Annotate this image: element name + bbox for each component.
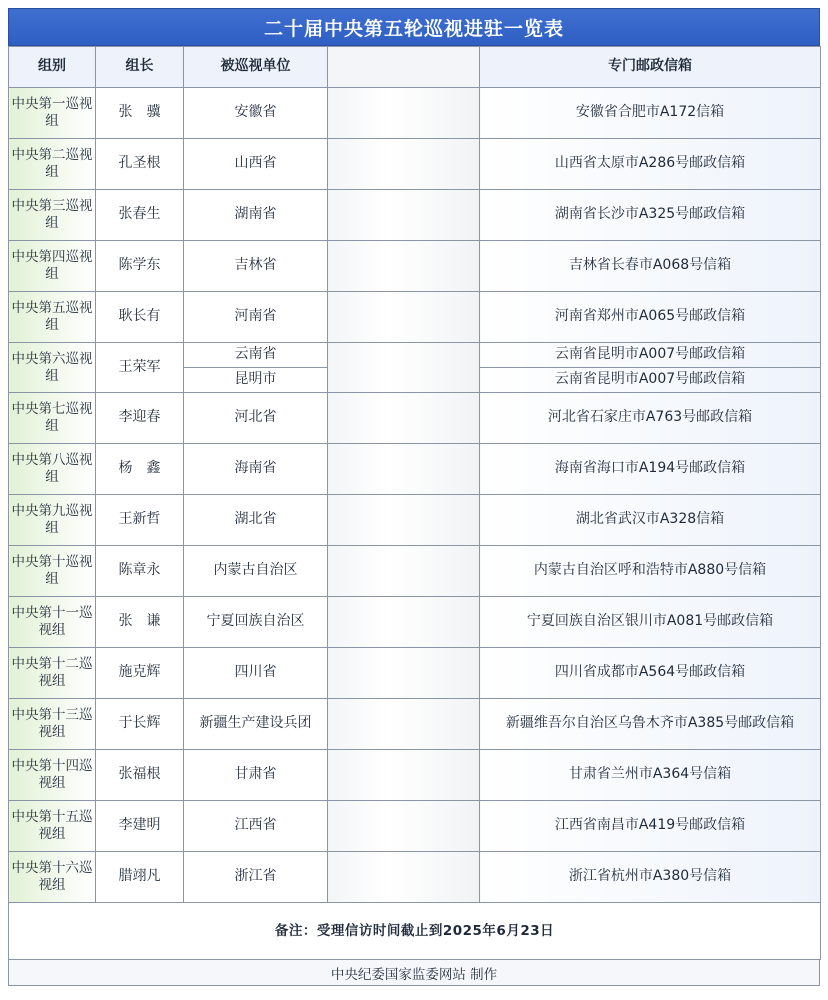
mailbox-cell: 云南省昆明市A007号邮政信箱 [480,343,821,368]
blurred-cell [328,88,480,139]
unit-cell: 宁夏回族自治区 [184,597,328,648]
table-row [9,139,821,190]
leader-cell: 腊翊凡 [96,852,184,903]
blurred-cell [328,292,480,343]
mailbox-cell: 海南省海口市A194号邮政信箱 [480,444,821,495]
header-group: 组别 [9,47,96,88]
table-row [9,292,821,343]
blurred-cell [328,750,480,801]
group-cell: 中央第十三巡视组 [9,699,96,750]
unit-cell: 内蒙古自治区 [184,546,328,597]
group-cell: 中央第十一巡视组 [9,597,96,648]
table-row [9,393,821,444]
group-cell: 中央第六巡视组 [9,343,96,393]
mailbox-cell: 湖南省长沙市A325号邮政信箱 [480,190,821,241]
blurred-cell [328,699,480,750]
table-row [9,88,821,139]
header-blurred [328,47,480,88]
leader-cell: 李迎春 [96,393,184,444]
blurred-cell [328,801,480,852]
group-cell: 中央第十六巡视组 [9,852,96,903]
group-cell: 中央第七巡视组 [9,393,96,444]
mailbox-cell: 内蒙古自治区呼和浩特市A880号信箱 [480,546,821,597]
unit-cell: 海南省 [184,444,328,495]
footer-credit: 中央纪委国家监委网站 制作 [8,960,820,986]
table-row [9,648,821,699]
table-row [9,852,821,903]
leader-cell: 张 骥 [96,88,184,139]
table-row [9,444,821,495]
leader-cell: 王荣军 [96,343,184,393]
table-row [9,750,821,801]
blurred-cell [328,343,480,393]
unit-cell: 浙江省 [184,852,328,903]
mailbox-cell: 河南省郑州市A065号邮政信箱 [480,292,821,343]
leader-cell: 张福根 [96,750,184,801]
blurred-cell [328,444,480,495]
unit-cell: 安徽省 [184,88,328,139]
table-row [9,343,821,368]
blurred-cell [328,597,480,648]
unit-cell: 云南省 [184,343,328,368]
group-cell: 中央第五巡视组 [9,292,96,343]
unit-cell: 河北省 [184,393,328,444]
leader-cell: 王新哲 [96,495,184,546]
header-unit: 被巡视单位 [184,47,328,88]
inspection-table [8,46,821,960]
group-cell: 中央第一巡视组 [9,88,96,139]
leader-cell: 张 谦 [96,597,184,648]
table-body [9,88,821,903]
group-cell: 中央第八巡视组 [9,444,96,495]
unit-cell: 甘肃省 [184,750,328,801]
header-mailbox: 专门邮政信箱 [480,47,821,88]
table-row [9,546,821,597]
mailbox-cell: 山西省太原市A286号邮政信箱 [480,139,821,190]
group-cell: 中央第十二巡视组 [9,648,96,699]
group-cell: 中央第二巡视组 [9,139,96,190]
mailbox-cell: 河北省石家庄市A763号邮政信箱 [480,393,821,444]
leader-cell: 于长辉 [96,699,184,750]
table-title: 二十届中央第五轮巡视进驻一览表 [8,8,820,46]
mailbox-cell: 甘肃省兰州市A364号信箱 [480,750,821,801]
unit-cell: 湖北省 [184,495,328,546]
group-cell: 中央第十五巡视组 [9,801,96,852]
group-cell: 中央第十四巡视组 [9,750,96,801]
mailbox-cell: 新疆维吾尔自治区乌鲁木齐市A385号邮政信箱 [480,699,821,750]
unit-cell: 吉林省 [184,241,328,292]
note-text: 备注：受理信访时间截止到2025年6月23日 [9,903,821,960]
blurred-cell [328,852,480,903]
group-cell: 中央第四巡视组 [9,241,96,292]
table-row [9,190,821,241]
leader-cell: 李建明 [96,801,184,852]
blurred-cell [328,495,480,546]
group-cell: 中央第十巡视组 [9,546,96,597]
mailbox-cell: 江西省南昌市A419号邮政信箱 [480,801,821,852]
leader-cell: 陈学东 [96,241,184,292]
leader-cell: 孔圣根 [96,139,184,190]
mailbox-cell: 安徽省合肥市A172信箱 [480,88,821,139]
unit-cell: 四川省 [184,648,328,699]
unit-cell: 江西省 [184,801,328,852]
unit-cell: 山西省 [184,139,328,190]
note-row [9,903,821,960]
table-row [9,495,821,546]
leader-cell: 耿长有 [96,292,184,343]
unit-cell: 昆明市 [184,368,328,393]
leader-cell: 陈章永 [96,546,184,597]
leader-cell: 张春生 [96,190,184,241]
table-row [9,801,821,852]
table-row [9,699,821,750]
blurred-cell [328,139,480,190]
leader-cell: 施克辉 [96,648,184,699]
unit-cell: 湖南省 [184,190,328,241]
mailbox-cell: 四川省成都市A564号邮政信箱 [480,648,821,699]
group-cell: 中央第九巡视组 [9,495,96,546]
blurred-cell [328,241,480,292]
mailbox-cell: 湖北省武汉市A328信箱 [480,495,821,546]
blurred-cell [328,648,480,699]
header-row [9,47,821,88]
blurred-cell [328,546,480,597]
unit-cell: 新疆生产建设兵团 [184,699,328,750]
table-row [9,597,821,648]
mailbox-cell: 浙江省杭州市A380号信箱 [480,852,821,903]
leader-cell: 杨 鑫 [96,444,184,495]
blurred-cell [328,190,480,241]
blurred-cell [328,393,480,444]
mailbox-cell: 宁夏回族自治区银川市A081号邮政信箱 [480,597,821,648]
header-leader: 组长 [96,47,184,88]
unit-cell: 河南省 [184,292,328,343]
mailbox-cell: 云南省昆明市A007号邮政信箱 [480,368,821,393]
table-row [9,241,821,292]
group-cell: 中央第三巡视组 [9,190,96,241]
mailbox-cell: 吉林省长春市A068号信箱 [480,241,821,292]
